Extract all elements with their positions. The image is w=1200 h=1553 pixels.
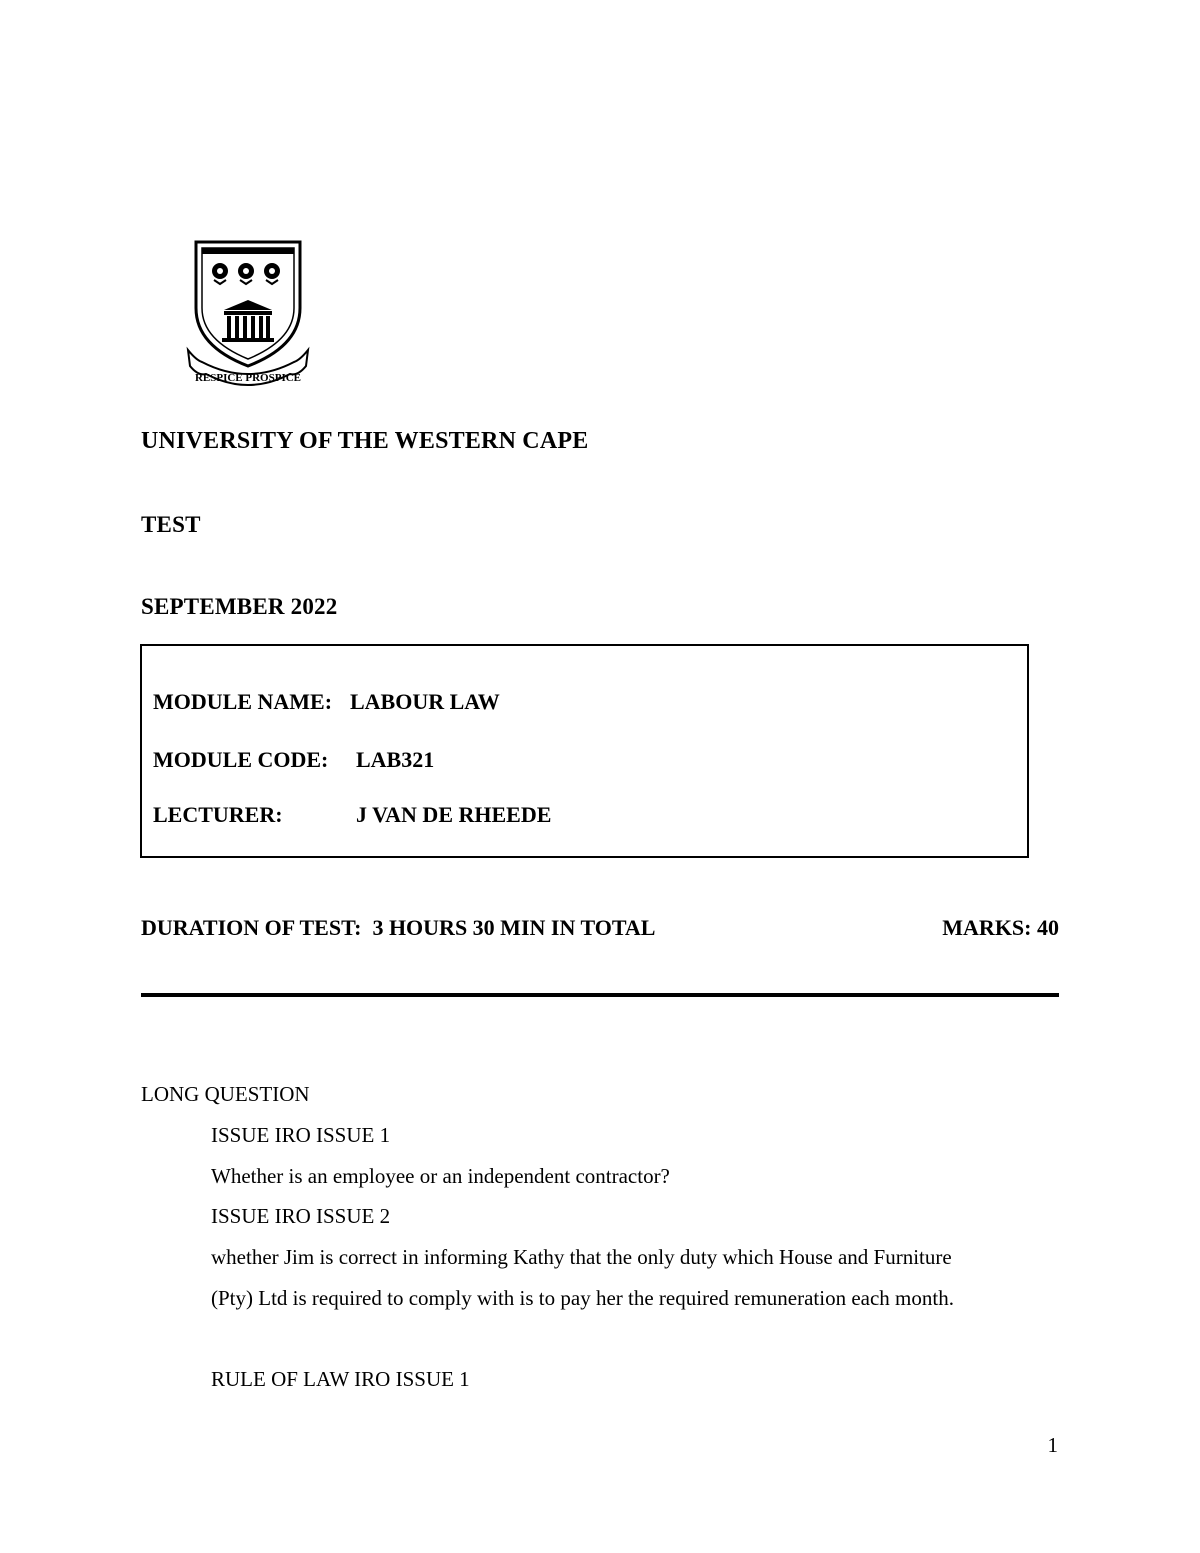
content-line: ISSUE IRO ISSUE 2 [211, 1204, 391, 1228]
module-name-value: LABOUR LAW [350, 689, 500, 714]
module-code-value: LAB321 [356, 747, 435, 772]
lecturer-label: LECTURER: [153, 802, 283, 827]
lecturer-value: J VAN DE RHEEDE [356, 802, 552, 827]
content-line: RULE OF LAW IRO ISSUE 1 [211, 1367, 470, 1391]
total-marks: MARKS: 40 [942, 915, 1059, 940]
document-type: TEST [141, 512, 201, 537]
horizontal-divider [141, 993, 1059, 997]
content-line: ISSUE IRO ISSUE 1 [211, 1123, 391, 1147]
module-name-label: MODULE NAME: [153, 689, 333, 714]
university-name: UNIVERSITY OF THE WESTERN CAPE [141, 428, 589, 454]
test-duration: DURATION OF TEST: 3 HOURS 30 MIN IN TOTAL [141, 915, 656, 940]
module-code-row [153, 747, 435, 773]
content-line: whether Jim is correct in informing Kathy that the only duty which House and Furniture [211, 1245, 952, 1269]
module-name-row [153, 689, 500, 715]
section-heading: LONG QUESTION [141, 1082, 310, 1106]
lecturer-row [153, 802, 552, 828]
module-code-label: MODULE CODE: [153, 747, 329, 772]
page-number: 1 [1047, 1433, 1058, 1457]
content-line: Whether is an employee or an independent contractor? [211, 1164, 670, 1188]
university-crest-logo [186, 238, 310, 394]
content-line: (Pty) Ltd is required to comply with is to pay her the required remuneration each month. [211, 1286, 954, 1310]
module-info-box [140, 644, 1029, 858]
crest-motto: RESPICE PROSPICE [194, 372, 302, 384]
test-date: SEPTEMBER 2022 [141, 594, 338, 619]
